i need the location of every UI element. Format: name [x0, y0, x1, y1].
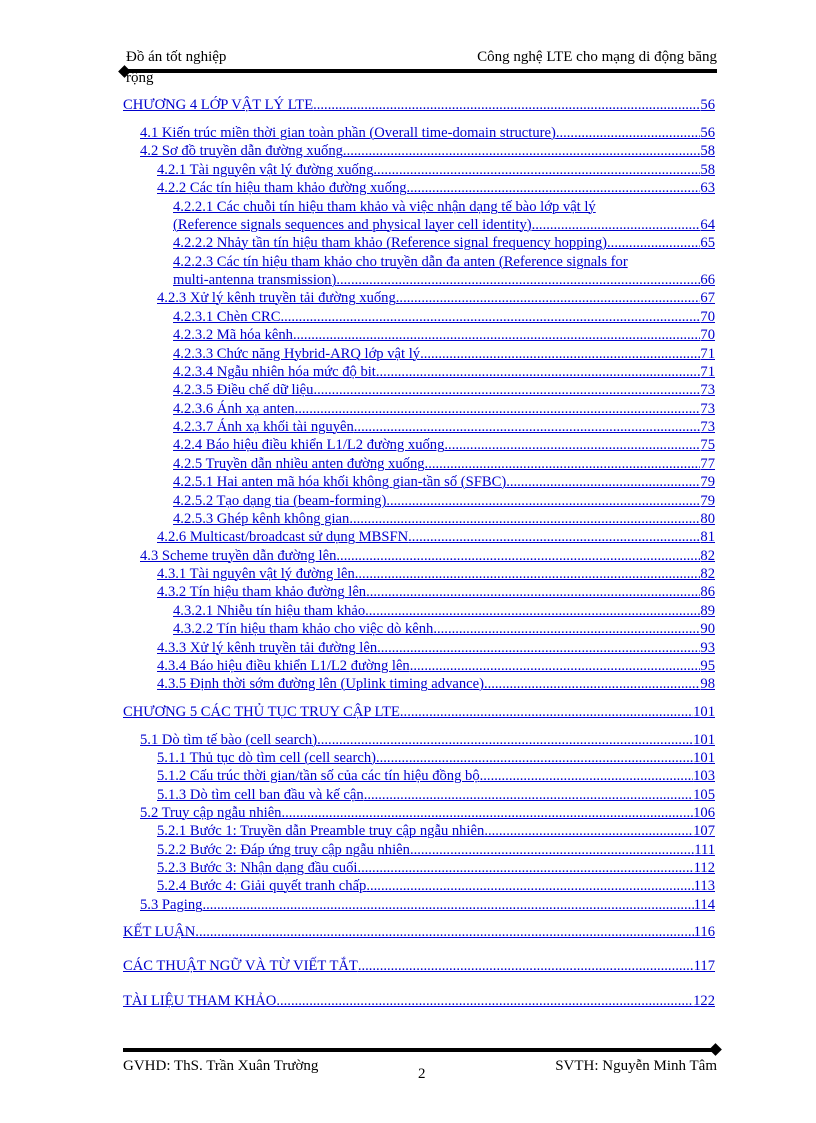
toc-entry[interactable]: (Reference signals sequences and physical layer cell identity) ..... 64: [173, 217, 715, 234]
toc-entry[interactable]: CÁC THUẬT NGỮ VÀ TỪ VIẾT TẮT ..... 117: [123, 958, 715, 975]
toc-entry[interactable]: 5.2 Truy cập ngẫu nhiên ..... 106: [140, 805, 715, 822]
toc-entry[interactable]: 4.2.2.1 Các chuỗi tín hiệu tham khảo và việc nhận dạng tế bào lớp vật lý: [173, 199, 596, 215]
toc-entry[interactable]: 4.2.6 Multicast/broadcast sử dụng MBSFN ..... 81: [157, 529, 715, 546]
footer-student: SVTH: Nguyễn Minh Tâm: [555, 1058, 717, 1074]
toc-entry[interactable]: 5.1.2 Cấu trúc thời gian/tần số của các tín hiệu đồng bộ ..... 103: [157, 768, 715, 785]
toc-entry[interactable]: multi-antenna transmission) ..... 66: [173, 272, 715, 289]
header-right-text: Công nghệ LTE cho mạng di động băng: [477, 49, 717, 65]
toc-entry[interactable]: CHƯƠNG 5 CÁC THỦ TỤC TRUY CẬP LTE ..... 101: [123, 704, 715, 721]
toc-entry[interactable]: 4.2.2.3 Các tín hiệu tham khảo cho truyền dẫn đa anten (Reference signals for: [173, 254, 628, 270]
toc-entry[interactable]: 4.2.1 Tài nguyên vật lý đường xuống ..... 58: [157, 162, 715, 179]
toc-entry[interactable]: CHƯƠNG 4 LỚP VẬT LÝ LTE ..... 56: [123, 97, 715, 114]
toc-entry[interactable]: 4.3.4 Báo hiệu điều khiển L1/L2 đường lên ..... 95: [157, 658, 715, 675]
toc-entry[interactable]: 4.2.3 Xử lý kênh truyền tải đường xuống ..... 67: [157, 290, 715, 307]
page-number: 2: [418, 1066, 426, 1082]
toc-entry[interactable]: 4.3.1 Tài nguyên vật lý đường lên ..... 82: [157, 566, 715, 583]
toc-entry[interactable]: 5.2.4 Bước 4: Giải quyết tranh chấp ..... 113: [157, 878, 715, 895]
header-left-text: Đồ án tốt nghiệp: [126, 49, 227, 65]
toc-entry[interactable]: 4.1 Kiến trúc miền thời gian toàn phần (Overall time-domain structure) ..... 56: [140, 125, 715, 142]
toc-entry[interactable]: 4.3.2.2 Tín hiệu tham khảo cho việc dò kênh ..... 90: [173, 621, 715, 638]
toc-entry[interactable]: 5.2.3 Bước 3: Nhận dạng đầu cuối ..... 112: [157, 860, 715, 877]
toc-entry[interactable]: 4.3 Scheme truyền dẫn đường lên ..... 82: [140, 548, 715, 565]
toc-entry[interactable]: 5.2.2 Bước 2: Đáp ứng truy cập ngẫu nhiên ..... 111: [157, 842, 715, 859]
toc-entry[interactable]: 5.1.1 Thủ tục dò tìm cell (cell search) ..... 101: [157, 750, 715, 767]
toc-entry[interactable]: 4.2.4 Báo hiệu điều khiển L1/L2 đường xuống ..... 75: [173, 437, 715, 454]
toc-entry[interactable]: 4.3.2.1 Nhiễu tín hiệu tham khảo ..... 89: [173, 603, 715, 620]
toc-entry[interactable]: 5.1 Dò tìm tế bào (cell search) ..... 101: [140, 732, 715, 749]
toc-entry[interactable]: KẾT LUẬN ..... 116: [123, 924, 715, 941]
toc-entry[interactable]: 4.2.2 Các tín hiệu tham khảo đường xuống ..... 63: [157, 180, 715, 197]
toc-entry[interactable]: 4.2.3.2 Mã hóa kênh ..... 70: [173, 327, 715, 344]
toc-entry[interactable]: 4.3.2 Tín hiệu tham khảo đường lên ..... 86: [157, 584, 715, 601]
toc-entry[interactable]: 4.3.5 Định thời sớm đường lên (Uplink timing advance) ..... 98: [157, 676, 715, 693]
toc-entry[interactable]: 4.2.5 Truyền dẫn nhiều anten đường xuống ..... 77: [173, 456, 715, 473]
toc-entry[interactable]: 5.1.3 Dò tìm cell ban đầu và kế cận ..... 105: [157, 787, 715, 804]
toc-entry[interactable]: 4.2.3.5 Điều chế dữ liệu ..... 73: [173, 382, 715, 399]
toc-entry[interactable]: TÀI LIỆU THAM KHẢO ..... 122: [123, 993, 715, 1010]
toc-entry[interactable]: 4.2.5.3 Ghép kênh không gian ..... 80: [173, 511, 715, 528]
toc-entry[interactable]: 4.2.3.1 Chèn CRC ..... 70: [173, 309, 715, 326]
toc-entry[interactable]: 4.2.3.3 Chức năng Hybrid-ARQ lớp vật lý ..... 71: [173, 346, 715, 363]
toc-entry[interactable]: 4.2.2.2 Nhảy tần tín hiệu tham khảo (Reference signal frequency hopping) ..... 65: [173, 235, 715, 252]
footer-rule: [123, 1048, 714, 1052]
toc-entry[interactable]: 4.2.3.7 Ánh xạ khối tài nguyên ..... 73: [173, 419, 715, 436]
toc-entry[interactable]: 4.2.3.4 Ngẫu nhiên hóa mức độ bit ..... 71: [173, 364, 715, 381]
toc-entry[interactable]: 4.2.5.1 Hai anten mã hóa khối không gian-tần số (SFBC) ..... 79: [173, 474, 715, 491]
toc-entry[interactable]: 5.3 Paging ..... 114: [140, 897, 715, 914]
footer-supervisor: GVHD: ThS. Trần Xuân Trường: [123, 1058, 319, 1074]
header-wrap-text: rộng: [126, 70, 154, 86]
toc-entry[interactable]: 4.2 Sơ đồ truyền dẫn đường xuống ..... 58: [140, 143, 715, 160]
toc-entry[interactable]: 4.2.5.2 Tạo dạng tia (beam-forming) ..... 79: [173, 493, 715, 510]
toc-entry[interactable]: 5.2.1 Bước 1: Truyền dẫn Preamble truy cập ngẫu nhiên ..... 107: [157, 823, 715, 840]
toc-entry[interactable]: 4.3.3 Xử lý kênh truyền tải đường lên ..... 93: [157, 640, 715, 657]
toc-entry[interactable]: 4.2.3.6 Ánh xạ anten ..... 73: [173, 401, 715, 418]
